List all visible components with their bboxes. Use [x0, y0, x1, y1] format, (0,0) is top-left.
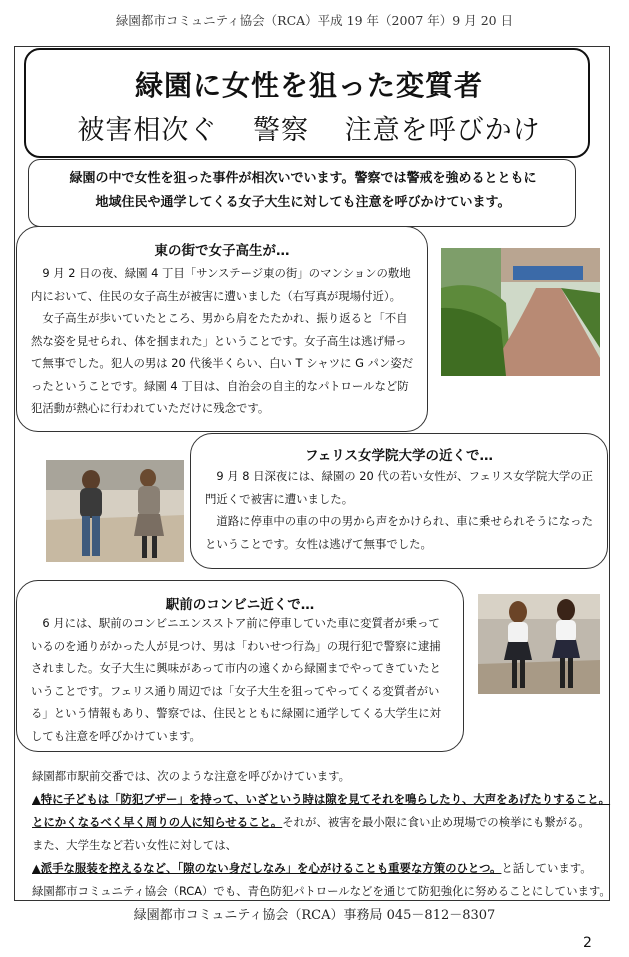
article-section-1 — [16, 226, 428, 432]
notes-line-3-emphasis: とにかくなるべく早く周りの人に知らせること。 — [32, 815, 283, 829]
notes-line-2: ▲特に子どもは「防犯ブザー」を持って、いざという時は隙を見てそれを鳴らしたり、大声をあげたりすること。 — [32, 792, 611, 806]
subtitle-left: 被害相次ぐ — [77, 115, 218, 146]
lead-text — [39, 167, 567, 215]
office-contact-footer: 緑園都市コミュニティ協会（RCA）事務局 045－812－8307 — [133, 908, 496, 923]
page-number: 2 — [583, 935, 592, 951]
section-2-paragraph-2: 道路に停車中の車の中の男から声をかけられ、車に乗せられそうになったということです。女性は逃げて無事でした。 — [205, 514, 593, 551]
pedestrians-illustration — [46, 460, 184, 562]
notes-line-1: 緑園都市駅前交番では、次のような注意を呼びかけています。 — [32, 769, 351, 783]
students-illustration — [478, 594, 600, 694]
section-1-body — [31, 262, 415, 420]
section-3-heading: 駅前のコンビニ近くで… — [165, 597, 315, 613]
headline-box — [24, 48, 590, 158]
headline-subtitle — [26, 108, 592, 147]
subtitle-right: 警察 注意を呼びかけ — [253, 115, 541, 146]
lead-line-1: 緑園の中で女性を狙った事件が相次いでいます。警察では警戒を強めるとともに — [69, 171, 537, 186]
section-2-heading: フェリス女学院大学の近くで… — [304, 448, 494, 464]
article-section-3 — [16, 580, 464, 752]
section-2-paragraph-1: 9 月 8 日深夜には、緑園の 20 代の若い女性が、フェリス女学院大学の正門近くで被害に遭いました。 — [205, 469, 594, 506]
street-photo — [46, 460, 184, 562]
notes-line-3-rest: それが、被害を最小限に食い止め現場での検挙にも繋がる。 — [282, 815, 590, 829]
lead-box — [28, 159, 576, 227]
headline-title: 緑園に女性を狙った変質者 — [134, 69, 483, 102]
notes-line-6: 緑園都市コミュニティ協会（RCA）でも、青色防犯パトロールなどを通じて防犯強化に努めることにしています。 — [32, 884, 611, 898]
lead-line-2: 地域住民や通学してくる女子大生に対しても注意を呼びかけています。 — [95, 195, 511, 210]
section-2-body — [205, 465, 597, 555]
section-3-body — [31, 612, 451, 747]
section-1-heading: 東の街で女子高生が… — [154, 243, 290, 259]
notes-line-4: また、大学生など若い女性に対しては、 — [32, 838, 238, 852]
notes-line-5-rest: と話しています。 — [501, 861, 592, 875]
notes-line-3 — [32, 811, 606, 834]
article-section-2 — [190, 433, 608, 569]
garden-path-illustration — [441, 248, 600, 376]
section-1-paragraph-1: 9 月 2 日の夜、緑園 4 丁目「サンステージ東の街」のマンションの敷地内において、住民の女子高生が被害に遭いました（右写真が現場付近）。 — [31, 266, 411, 303]
publication-header: 緑園都市コミュニティ協会（RCA）平成 19 年（2007 年）9 月 20 日 — [115, 13, 514, 28]
students-photo — [478, 594, 600, 694]
notes-line-5-emphasis: ▲派手な服装を控えるなど、「隙のない身だしなみ」を心がけることも重要な方策のひとつ。 — [32, 861, 502, 875]
notes-line-5 — [32, 857, 606, 880]
police-advice-notes — [32, 765, 611, 903]
crime-scene-photo — [441, 248, 600, 376]
section-1-paragraph-2: 女子高生が歩いていたところ、男から肩をたたかれ、振り返ると「不自然な姿を見せられ、体を掴まれた」ということです。女子高生は逃げ帰って無事でした。犯人の男は 20 代後半くらい、白い T シャツに G パン姿だったということです。緑園 4 丁目は、自治会の自主的なパトロールなど防犯活動が熱心に行われていただけに残念です。 — [31, 311, 414, 415]
section-3-paragraph-1: 6 月には、駅前のコンビニエンスストア前に停車していた車に変質者が乗っているのを通りがかった人が見つけ、男は「わいせつ行為」の現行犯で警察に逮捕されました。女子大生に興味があって市内の遠くから緑園までやってきていたということです。フェリス通り周辺では「女子大生を狙ってやってくる変質者がいる」という情報もあり、警察では、住民とともに緑園に通学してくる大学生に対しても注意を呼びかけています。 — [31, 616, 442, 743]
